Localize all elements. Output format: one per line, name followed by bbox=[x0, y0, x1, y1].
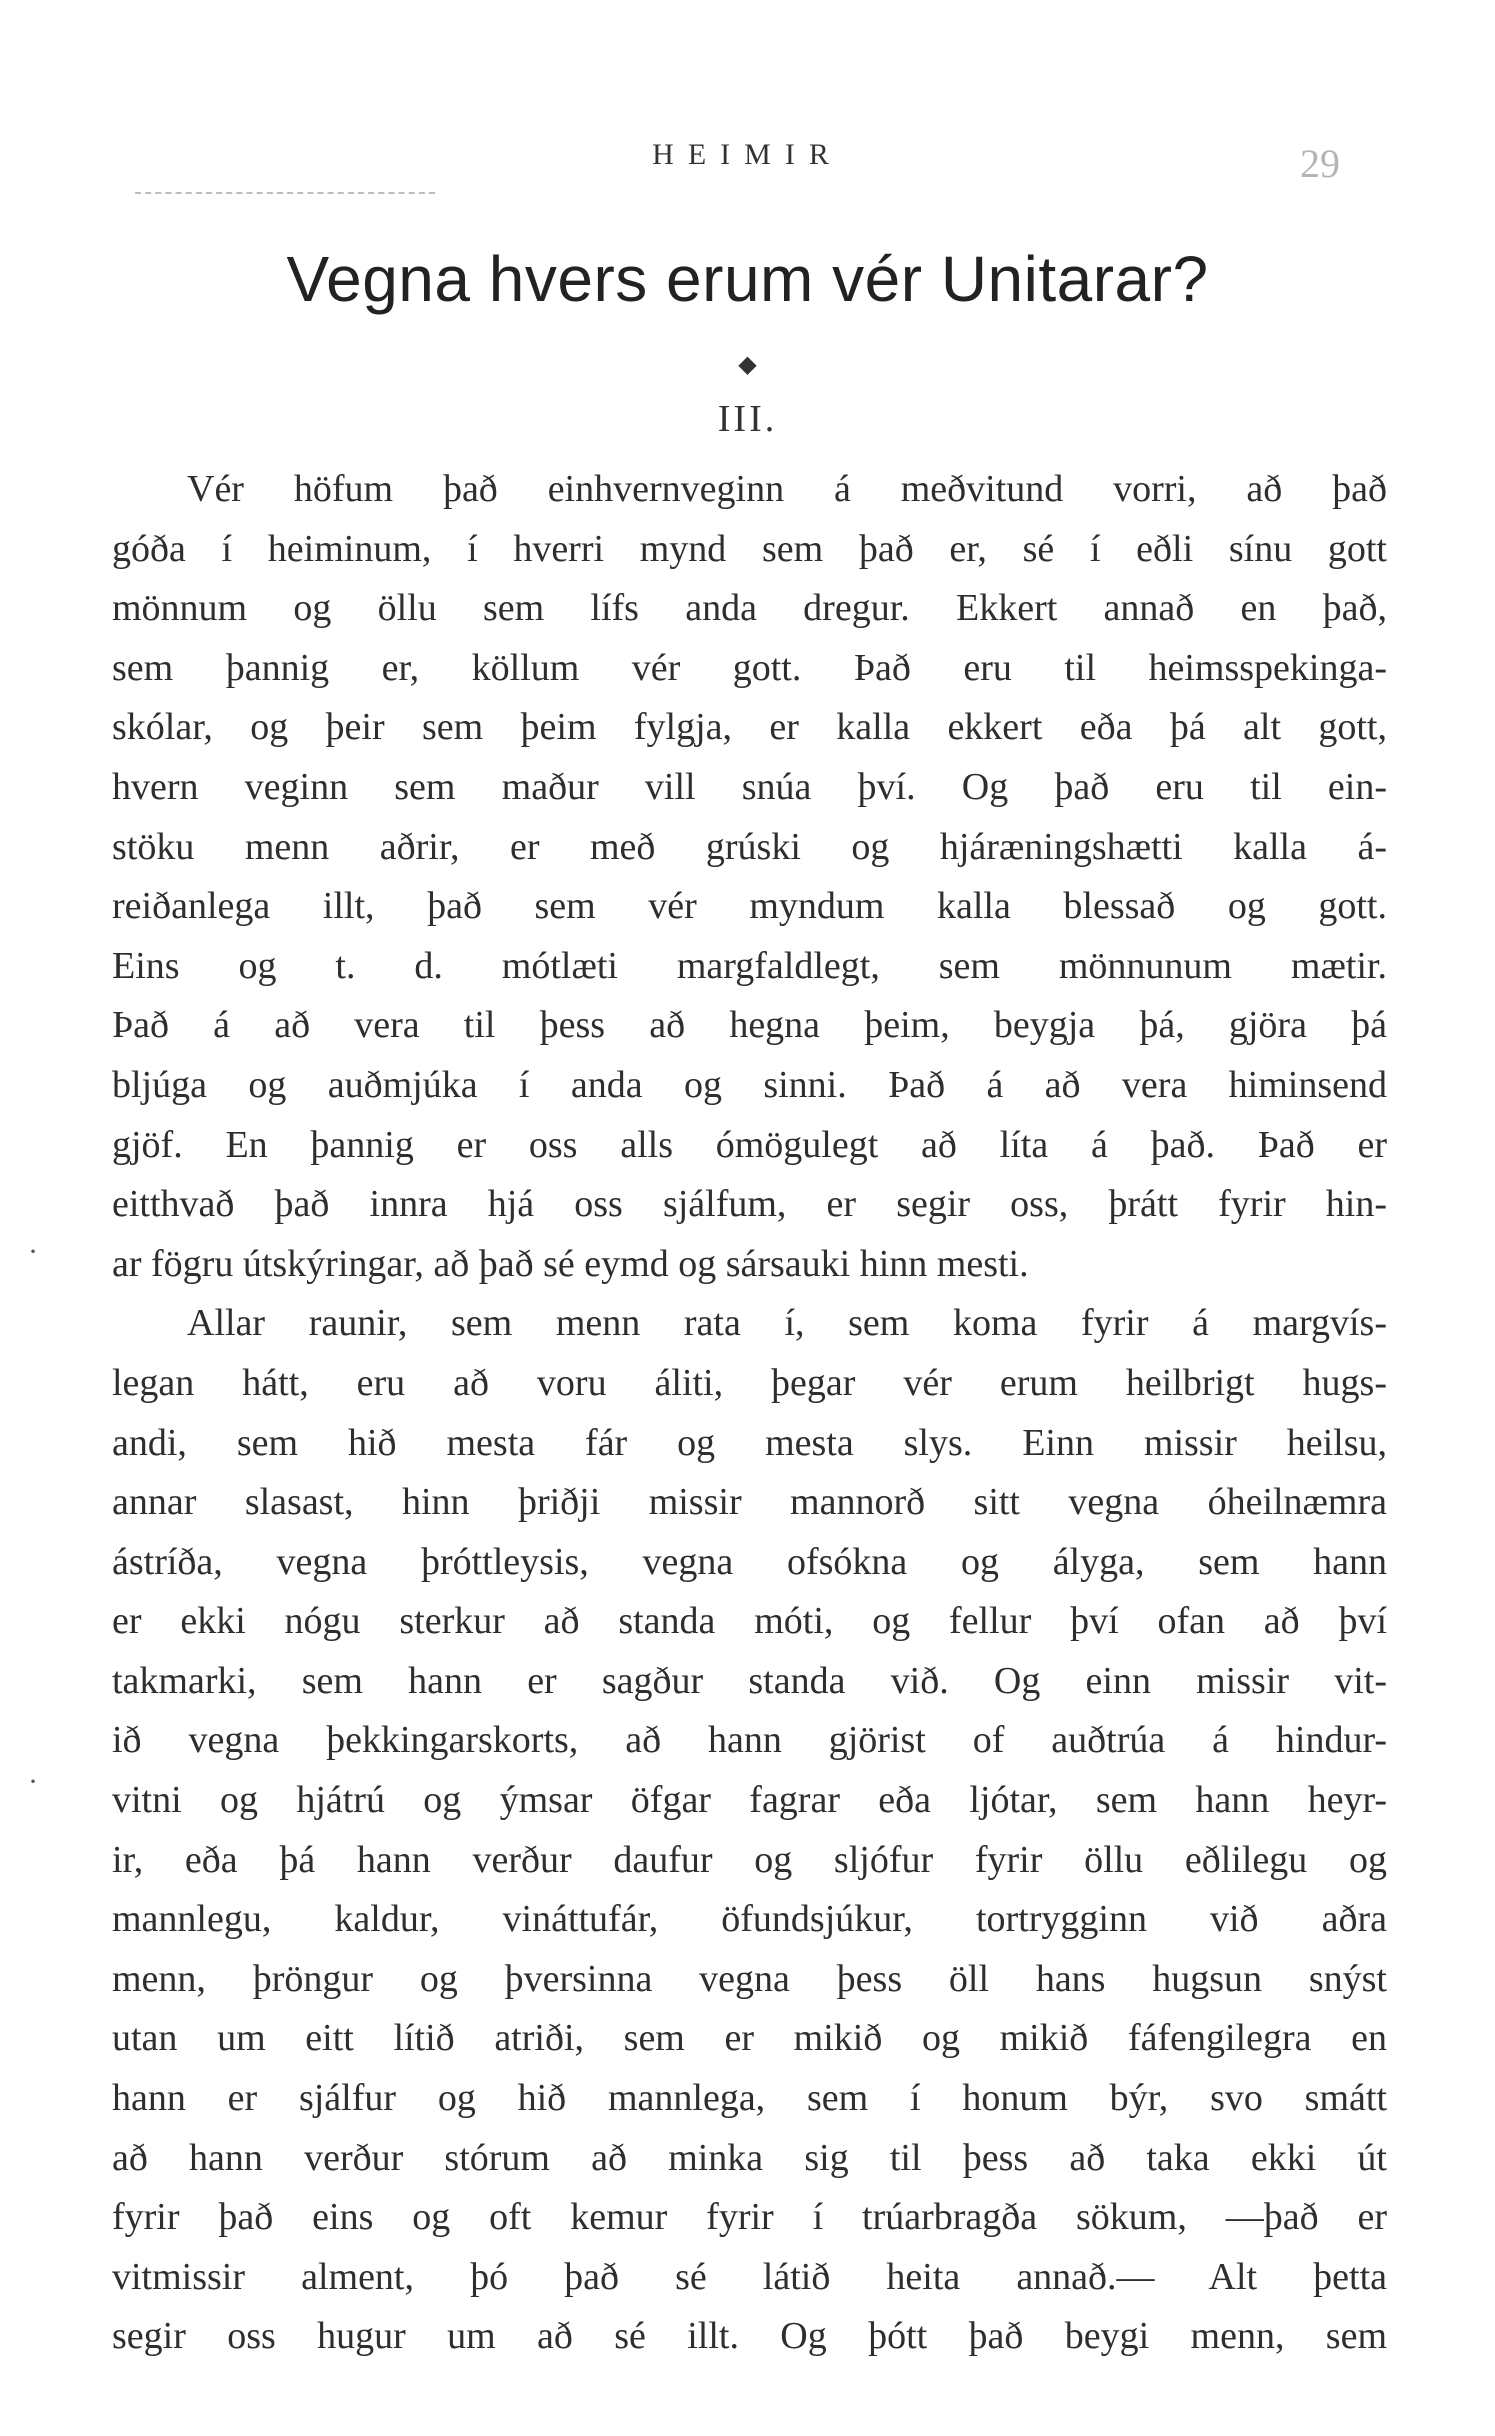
text-line: er ekki nógu sterkur að standa móti, og fellur því ofan að því bbox=[112, 1600, 1387, 1643]
text-line: Eins og t. d. mótlæti margfaldlegt, sem mönnunum mætir. bbox=[112, 944, 1387, 987]
text-line: ir, eða þá hann verður daufur og sljófur fyrir öllu eðlilegu og bbox=[112, 1838, 1387, 1881]
margin-dot: · bbox=[28, 1235, 38, 1268]
text-line: segir oss hugur um að sé illt. Og þótt það beygi menn, sem bbox=[112, 2315, 1387, 2358]
text-line: annar slasast, hinn þriðji missir mannorð sitt vegna óheilnæmra bbox=[112, 1481, 1387, 1524]
text-line: mönnum og öllu sem lífs anda dregur. Ekkert annað en það, bbox=[112, 587, 1387, 630]
text-line: hvern veginn sem maður vill snúa því. Og það eru til ein- bbox=[112, 765, 1387, 808]
text-line: fyrir það eins og oft kemur fyrir í trúarbragða sökum, —það er bbox=[112, 2196, 1387, 2239]
article-title: Vegna hvers erum vér Unitarar? bbox=[286, 243, 1209, 315]
text-line: menn, þröngur og þversinna vegna þess öll hans hugsun snýst bbox=[112, 1957, 1387, 2000]
text-line: vitni og hjátrú og ýmsar öfgar fagrar eða ljótar, sem hann heyr- bbox=[112, 1779, 1387, 1822]
running-head: HEIMIR bbox=[652, 138, 843, 171]
text-line: mannlegu, kaldur, vináttufár, öfundsjúkur, tortrygginn við aðra bbox=[112, 1898, 1387, 1941]
ornament-icon: ◆ bbox=[738, 350, 757, 378]
text-line: reiðanlega illt, það sem vér myndum kalla blessað og gott. bbox=[112, 885, 1387, 928]
margin-dot: · bbox=[28, 1765, 38, 1798]
text-line: ið vegna þekkingarskorts, að hann gjörist of auðtrúa á hindur- bbox=[112, 1719, 1387, 1762]
article-body bbox=[112, 460, 1387, 2367]
text-line: vitmissir alment, þó það sé látið heita annað.— Alt þetta bbox=[112, 2255, 1387, 2298]
text-line: Allar raunir, sem menn rata í, sem koma fyrir á margvís- bbox=[187, 1302, 1387, 1345]
text-line: að hann verður stórum að minka sig til þess að taka ekki út bbox=[112, 2136, 1387, 2179]
text-line: gjöf. En þannig er oss alls ómögulegt að líta á það. Það er bbox=[112, 1123, 1387, 1166]
section-numeral: III. bbox=[717, 398, 778, 440]
text-line: bljúga og auðmjúka í anda og sinni. Það á að vera himinsend bbox=[112, 1063, 1387, 1106]
header-rule bbox=[135, 192, 435, 194]
text-line: ástríða, vegna þróttleysis, vegna ofsókna og ályga, sem hann bbox=[112, 1540, 1387, 1583]
text-line: stöku menn aðrir, er með grúski og hjáræningshætti kalla á- bbox=[112, 825, 1387, 868]
text-line: hann er sjálfur og hið mannlega, sem í honum býr, svo smátt bbox=[112, 2077, 1387, 2120]
text-line: Það á að vera til þess að hegna þeim, beygja þá, gjöra þá bbox=[112, 1004, 1387, 1047]
paragraph-1 bbox=[112, 460, 1387, 1294]
text-line: skólar, og þeir sem þeim fylgja, er kalla ekkert eða þá alt gott, bbox=[112, 706, 1387, 749]
text-line: legan hátt, eru að voru áliti, þegar vér erum heilbrigt hugs- bbox=[112, 1361, 1387, 1404]
page-number: 29 bbox=[1300, 141, 1340, 186]
text-line: eitthvað það innra hjá oss sjálfum, er segir oss, þrátt fyrir hin- bbox=[112, 1183, 1387, 1226]
paragraph-2 bbox=[112, 1294, 1387, 2367]
text-line: ar fögru útskýringar, að það sé eymd og sársauki hinn mesti. bbox=[112, 1242, 1029, 1285]
text-line: Vér höfum það einhvernveginn á meðvitund vorri, að það bbox=[187, 468, 1387, 510]
text-line: andi, sem hið mesta fár og mesta slys. Einn missir heilsu, bbox=[112, 1421, 1387, 1464]
text-line: takmarki, sem hann er sagður standa við. Og einn missir vit- bbox=[112, 1659, 1387, 1702]
text-line: sem þannig er, köllum vér gott. Það eru til heimsspekinga- bbox=[112, 646, 1387, 689]
text-line: utan um eitt lítið atriði, sem er mikið og mikið fáfengilegra en bbox=[112, 2017, 1387, 2060]
text-line: góða í heiminum, í hverri mynd sem það er, sé í eðli sínu gott bbox=[112, 527, 1387, 570]
